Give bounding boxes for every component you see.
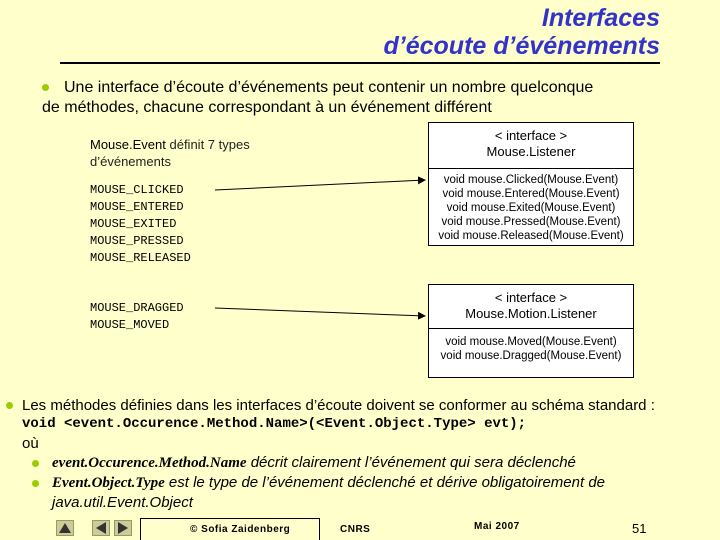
page-number: 51 (632, 521, 647, 536)
constants-group-2 (90, 300, 184, 334)
title-line-2: d’écoute d’événements (383, 32, 660, 60)
nav-home-button[interactable] (56, 520, 74, 536)
note-strong: Mouse.Event (90, 137, 166, 152)
mouse-motion-listener-methods (429, 329, 633, 367)
triangle-right-icon (115, 521, 131, 535)
bullet-2-intro: Les méthodes définies dans les interfaces d’écoute doivent se conformer au schéma standard : (22, 397, 655, 414)
note-line-2: d’événements (90, 154, 171, 169)
method-item: void mouse.Clicked(Mouse.Event) (443, 174, 619, 186)
mouse-listener-name: Mouse.Listener (486, 144, 576, 159)
nav-next-button[interactable] (114, 520, 132, 536)
triangle-left-icon (93, 521, 109, 535)
mouse-motion-listener-name: Mouse.Motion.Listener (465, 306, 597, 321)
method-item: void mouse.Released(Mouse.Event) (438, 230, 624, 242)
sub-2-text: est le type de l’événement déclenché et dérive obligatoirement de (164, 474, 606, 491)
triangle-up-icon (57, 521, 73, 535)
method-item: void mouse.Dragged(Mouse.Event) (440, 350, 622, 362)
sub-2-code: Event.Object.Type (52, 475, 165, 491)
note-rest: définit 7 types (165, 137, 250, 152)
method-item: void mouse.Pressed(Mouse.Event) (441, 216, 621, 228)
method-item: void mouse.Moved(Mouse.Event) (445, 336, 617, 348)
sub-bullet-dot (32, 480, 39, 487)
nav-prev-button[interactable] (92, 520, 110, 536)
method-item: void mouse.Exited(Mouse.Event) (446, 202, 616, 214)
mouse-motion-listener-stereotype: < interface > (494, 290, 568, 305)
title-underline (60, 62, 660, 64)
schema-code: void <event.Occurence.Method.Name>(<Event.Object.Type> evt); (22, 416, 527, 432)
constants-group-1 (90, 182, 191, 267)
sub-1-code: event.Occurence.Method.Name (52, 455, 247, 471)
arrow-to-mouse-motion-listener (215, 308, 425, 316)
mouse-listener-methods (429, 169, 633, 247)
constant-item: MOUSE_DRAGGED (90, 301, 184, 315)
mouse-listener-header (429, 123, 633, 169)
constant-item: MOUSE_ENTERED (90, 200, 184, 214)
constant-item: MOUSE_EXITED (90, 217, 177, 231)
mouse-listener-box (428, 122, 634, 246)
bullet-dot (6, 402, 13, 409)
mouse-motion-listener-header (429, 285, 633, 329)
constant-item: MOUSE_MOVED (90, 318, 170, 332)
title-line-1: Interfaces (541, 4, 660, 32)
constant-item: MOUSE_RELEASED (90, 251, 191, 265)
footer-org: CNRS (340, 524, 371, 535)
sub-bullet-1 (22, 453, 712, 473)
bullet-1-line-1: Une interface d’écoute d’événements peut contenir un nombre quelconque (64, 79, 594, 96)
constant-item: MOUSE_CLICKED (90, 183, 184, 197)
footer-date: Mai 2007 (474, 521, 520, 532)
method-item: void mouse.Entered(Mouse.Event) (442, 188, 620, 200)
arrow-to-mouse-listener (215, 180, 425, 190)
sub-1-text: décrit clairement l’événement qui sera déclenché (246, 454, 576, 471)
bullet-1-line-2: de méthodes, chacune correspondant à un événement différent (42, 99, 492, 116)
sub-bullet-dot (32, 460, 39, 467)
where-label: où (22, 435, 39, 452)
bullet-2 (22, 396, 712, 512)
constant-item: MOUSE_PRESSED (90, 234, 184, 248)
mouse-event-note (90, 136, 290, 170)
mouse-listener-stereotype: < interface > (494, 128, 568, 143)
mouse-motion-listener-box (428, 284, 634, 378)
slide-title (384, 4, 660, 60)
bullet-dot (42, 84, 49, 91)
sub-bullet-2 (22, 473, 712, 512)
sub-2-line-2: java.util.Event.Object (52, 494, 193, 511)
bullet-1 (42, 78, 692, 118)
footer-author: © Sofia Zaidenberg (190, 524, 291, 535)
